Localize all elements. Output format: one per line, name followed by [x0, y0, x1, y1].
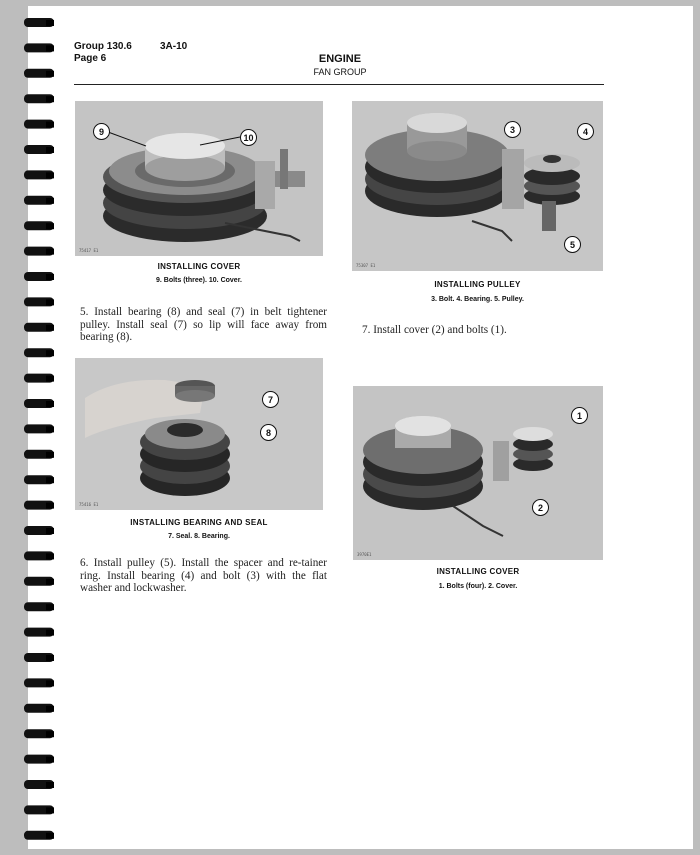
group-number: Group 130.6 — [74, 41, 132, 52]
callout-1: 1 — [571, 407, 588, 424]
callout-3: 3 — [504, 121, 521, 138]
photo-code: 3970E1 — [357, 552, 372, 557]
callout-5: 5 — [564, 236, 581, 253]
photo-code: 75416 E1 — [79, 502, 99, 507]
caption-installing-cover-right: INSTALLING COVER — [436, 567, 520, 576]
caption-installing-bearing-seal: INSTALLING BEARING AND SEAL — [130, 518, 268, 527]
photo-code: 75417 E1 — [79, 248, 99, 253]
callout-9: 9 — [93, 123, 110, 140]
photo-installing-bearing-seal — [75, 358, 323, 510]
photo-installing-cover-right — [353, 386, 603, 560]
legend-installing-pulley: 3. Bolt. 4. Bearing. 5. Pulley. — [431, 296, 524, 303]
section-code: 3A-10 — [160, 41, 188, 52]
step-6-text: 6. Install pulley (5). Install the spacer and re-tainer ring. Install bearing (4) and bolt (3) with the flat washer and lockwasher. — [80, 557, 327, 594]
legend-installing-cover-right: 1. Bolts (four). 2. Cover. — [438, 583, 518, 590]
photo-code: 75307 E1 — [356, 263, 376, 268]
legend-installing-bearing-seal: 7. Seal. 8. Bearing. — [168, 533, 230, 540]
step-7-text: 7. Install cover (2) and bolts (1). — [362, 324, 507, 336]
page-number: Page 6 — [74, 53, 107, 64]
callout-2: 2 — [532, 499, 549, 516]
callout-4: 4 — [577, 123, 594, 140]
caption-installing-cover-left: INSTALLING COVER — [157, 262, 241, 271]
callout-7: 7 — [262, 391, 279, 408]
page-title: ENGINE — [318, 53, 362, 65]
callout-10: 10 — [240, 129, 257, 146]
legend-installing-cover-left: 9. Bolts (three). 10. Cover. — [156, 277, 242, 284]
step-5-text: 5. Install bearing (8) and seal (7) in belt tightener pulley. Install seal (7) so lip will face away from bearing (8). — [80, 306, 327, 343]
caption-installing-pulley: INSTALLING PULLEY — [434, 280, 521, 289]
callout-8: 8 — [260, 424, 277, 441]
page-subtitle: FAN GROUP — [313, 67, 367, 77]
